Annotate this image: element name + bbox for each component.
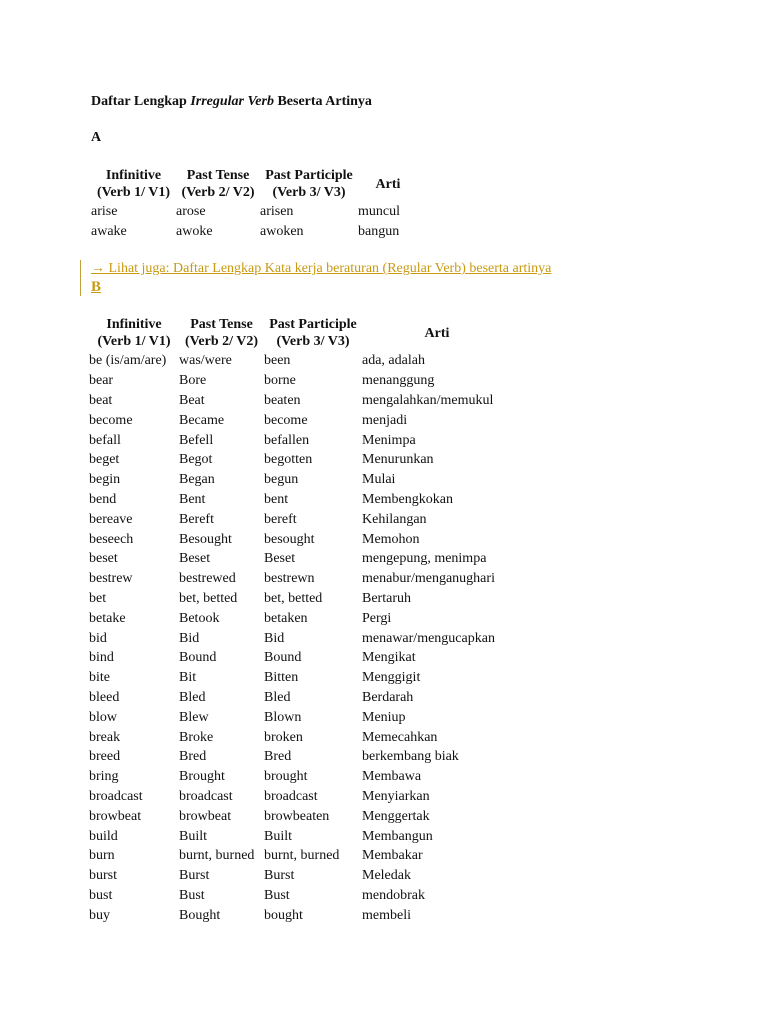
- table-row: [89, 846, 512, 866]
- cell-infinitive: buy: [89, 907, 110, 923]
- cell-arti: muncul: [358, 204, 400, 219]
- cell-past-participle: arisen: [260, 204, 294, 219]
- cell-past-tense: Began: [179, 472, 215, 488]
- table-row: [89, 549, 512, 569]
- verb-table-b: [89, 315, 512, 925]
- cell-past-tense: Bled: [179, 689, 206, 705]
- cell-past-tense: Bought: [179, 907, 221, 923]
- cell-past-participle: Bred: [264, 749, 292, 765]
- table-row: [89, 866, 512, 886]
- table-row: [89, 529, 512, 549]
- cell-past-participle: bestrewn: [264, 571, 315, 587]
- cell-infinitive: blow: [89, 709, 117, 725]
- cell-infinitive: bend: [89, 491, 117, 507]
- cell-arti: mengepung, menimpa: [362, 551, 487, 567]
- cell-infinitive: bestrew: [89, 571, 133, 587]
- cell-arti: Memohon: [362, 531, 420, 547]
- cell-past-tense: Blew: [179, 709, 209, 725]
- cell-infinitive: bid: [89, 630, 107, 646]
- cell-infinitive: browbeat: [89, 808, 142, 824]
- section-a-letter: A: [91, 130, 102, 145]
- table-row: [89, 470, 512, 490]
- cell-arti: Mulai: [362, 472, 396, 488]
- table-row: [89, 628, 512, 648]
- cell-arti: Membangun: [362, 828, 433, 844]
- table-row: [89, 391, 512, 411]
- table-row: [91, 222, 418, 242]
- table-row: [89, 589, 512, 609]
- table-row: [89, 490, 512, 510]
- see-also-link[interactable]: → Lihat juga: Daftar Lengkap Kata kerja beraturan (Regular Verb) beserta artinya: [91, 261, 552, 276]
- table-row: [89, 787, 512, 807]
- cell-infinitive: beat: [89, 392, 113, 408]
- cell-infinitive: become: [89, 412, 133, 428]
- cell-arti: Menurunkan: [362, 452, 434, 468]
- cell-past-tense: bet, betted: [179, 590, 238, 606]
- cell-infinitive: beseech: [89, 531, 134, 547]
- cell-arti: Bertaruh: [362, 590, 411, 606]
- cell-infinitive: be (is/am/are): [89, 353, 167, 369]
- header-past-tense: Past Tense (Verb 2/ V2): [184, 317, 259, 349]
- table-row: [89, 688, 512, 708]
- cell-infinitive: bind: [89, 650, 114, 666]
- cell-arti: Meniup: [362, 709, 406, 725]
- cell-past-tense: Bit: [179, 670, 197, 686]
- header-infinitive: Infinitive (Verb 1/ V1): [97, 317, 171, 349]
- cell-past-tense: bestrewed: [179, 571, 236, 587]
- cell-arti: berkembang biak: [362, 749, 459, 765]
- cell-infinitive: beget: [89, 452, 120, 468]
- cell-past-tense: Bust: [179, 887, 205, 903]
- cell-infinitive: bereave: [89, 511, 133, 527]
- table-header-row: [91, 166, 418, 202]
- cell-past-tense: Bent: [179, 491, 206, 507]
- cell-infinitive: befall: [89, 432, 121, 448]
- cell-past-tense: Besought: [179, 531, 232, 547]
- cell-past-participle: Bid: [264, 630, 285, 646]
- table-row: [89, 905, 512, 925]
- cell-infinitive: burst: [89, 868, 117, 884]
- cell-past-participle: Bust: [264, 887, 290, 903]
- header-past-participle: Past Participle (Verb 3/ V3): [269, 317, 357, 349]
- cell-arti: mengalahkan/memukul: [362, 392, 494, 408]
- cell-arti: Memecahkan: [362, 729, 438, 745]
- cell-arti: Menggertak: [362, 808, 430, 824]
- cell-past-participle: Bled: [264, 689, 291, 705]
- cell-past-participle: awoken: [260, 224, 304, 239]
- table-row: [89, 410, 512, 430]
- cell-past-tense: Beset: [179, 551, 211, 567]
- cell-past-tense: Built: [179, 828, 208, 844]
- table-row: [89, 806, 512, 826]
- cell-infinitive: begin: [89, 472, 121, 488]
- table-header-row: [89, 315, 512, 351]
- cell-past-participle: broken: [264, 729, 303, 745]
- title-suffix: Beserta Artinya: [273, 94, 372, 109]
- table-row: [89, 707, 512, 727]
- cell-past-participle: besought: [264, 531, 315, 547]
- cell-past-participle: Built: [264, 828, 293, 844]
- cell-past-tense: Begot: [179, 452, 213, 468]
- cell-past-tense: Bred: [179, 749, 207, 765]
- cell-past-participle: bet, betted: [264, 590, 323, 606]
- table-row: [89, 727, 512, 747]
- cell-arti: Menimpa: [362, 432, 416, 448]
- cell-past-tense: Became: [179, 412, 225, 428]
- cell-past-tense: burnt, burned: [179, 848, 255, 864]
- cell-past-participle: Blown: [264, 709, 302, 725]
- cell-past-participle: betaken: [264, 610, 308, 626]
- table-row: [89, 351, 512, 371]
- cell-infinitive: betake: [89, 610, 126, 626]
- cell-past-participle: Beset: [264, 551, 296, 567]
- table-row: [89, 509, 512, 529]
- cell-arti: Kehilangan: [362, 511, 427, 527]
- cell-past-tense: Brought: [179, 769, 225, 785]
- cell-arti: Membengkokan: [362, 491, 453, 507]
- cell-infinitive: bite: [89, 670, 110, 686]
- cell-past-participle: Bound: [264, 650, 302, 666]
- cell-past-participle: begotten: [264, 452, 313, 468]
- cell-past-participle: brought: [264, 769, 308, 785]
- cell-arti: bangun: [358, 224, 400, 239]
- cell-past-participle: bent: [264, 491, 289, 507]
- cell-past-tense: Beat: [179, 392, 205, 408]
- cell-past-tense: browbeat: [179, 808, 232, 824]
- cell-arti: menanggung: [362, 373, 435, 389]
- cell-arti: Membawa: [362, 769, 422, 785]
- cell-past-participle: begun: [264, 472, 299, 488]
- cell-infinitive: break: [89, 729, 121, 745]
- header-infinitive: Infinitive (Verb 1/ V1): [96, 168, 171, 200]
- see-also-block: [80, 260, 551, 296]
- cell-arti: membeli: [362, 907, 411, 923]
- cell-infinitive: awake: [91, 224, 127, 239]
- cell-past-participle: become: [264, 412, 308, 428]
- cell-past-participle: bought: [264, 907, 303, 923]
- cell-past-participle: Bitten: [264, 670, 299, 686]
- cell-infinitive: beset: [89, 551, 118, 567]
- cell-arti: Membakar: [362, 848, 423, 864]
- table-row: [89, 886, 512, 906]
- header-arti: Arti: [424, 325, 450, 341]
- cell-past-participle: befallen: [264, 432, 310, 448]
- cell-infinitive: broadcast: [89, 788, 143, 804]
- cell-past-participle: browbeaten: [264, 808, 330, 824]
- cell-arti: Menggigit: [362, 670, 421, 686]
- cell-arti: menawar/mengucapkan: [362, 630, 495, 646]
- table-row: [89, 668, 512, 688]
- cell-arti: Meledak: [362, 868, 411, 884]
- cell-infinitive: burn: [89, 848, 115, 864]
- header-past-participle: Past Participle (Verb 3/ V3): [265, 168, 353, 200]
- cell-past-tense: Bid: [179, 630, 200, 646]
- table-row: [89, 767, 512, 787]
- cell-past-tense: Bore: [179, 373, 207, 389]
- cell-past-tense: was/were: [179, 353, 232, 369]
- cell-arti: Pergi: [362, 610, 392, 626]
- title-prefix: Daftar Lengkap: [91, 94, 191, 109]
- cell-infinitive: arise: [91, 204, 118, 219]
- table-row: [89, 608, 512, 628]
- table-row: [89, 569, 512, 589]
- cell-past-tense: Befell: [179, 432, 214, 448]
- cell-past-participle: been: [264, 353, 291, 369]
- table-row: [91, 202, 418, 222]
- cell-arti: menabur/menganughari: [362, 571, 495, 587]
- cell-past-tense: Betook: [179, 610, 220, 626]
- cell-arti: Mengikat: [362, 650, 416, 666]
- cell-infinitive: bleed: [89, 689, 120, 705]
- cell-arti: menjadi: [362, 412, 408, 428]
- cell-past-tense: Bound: [179, 650, 217, 666]
- title-italic: Irregular Verb: [190, 94, 274, 109]
- header-past-tense: Past Tense (Verb 2/ V2): [181, 168, 255, 200]
- cell-infinitive: breed: [89, 749, 121, 765]
- table-row: [89, 430, 512, 450]
- cell-past-participle: Burst: [264, 868, 295, 884]
- table-row: [89, 450, 512, 470]
- section-b-letter[interactable]: B: [91, 279, 102, 295]
- cell-arti: ada, adalah: [362, 353, 425, 369]
- cell-past-tense: Broke: [179, 729, 214, 745]
- cell-infinitive: bring: [89, 769, 119, 785]
- cell-infinitive: bet: [89, 590, 107, 606]
- cell-past-participle: burnt, burned: [264, 848, 340, 864]
- page-title: [91, 94, 372, 110]
- cell-past-participle: beaten: [264, 392, 301, 408]
- cell-past-participle: bereft: [264, 511, 297, 527]
- cell-past-tense: broadcast: [179, 788, 233, 804]
- table-row: [89, 371, 512, 391]
- table-row: [89, 747, 512, 767]
- header-arti: Arti: [375, 176, 401, 192]
- cell-past-tense: arose: [176, 204, 206, 219]
- cell-past-tense: Bereft: [179, 511, 214, 527]
- cell-past-participle: borne: [264, 373, 296, 389]
- cell-arti: Berdarah: [362, 689, 414, 705]
- table-row: [89, 826, 512, 846]
- cell-past-tense: Burst: [179, 868, 210, 884]
- cell-arti: mendobrak: [362, 887, 425, 903]
- cell-infinitive: build: [89, 828, 118, 844]
- verb-table-a: [91, 166, 418, 242]
- cell-infinitive: bust: [89, 887, 113, 903]
- table-row: [89, 648, 512, 668]
- cell-past-tense: awoke: [176, 224, 213, 239]
- cell-past-participle: broadcast: [264, 788, 318, 804]
- cell-infinitive: bear: [89, 373, 114, 389]
- cell-arti: Menyiarkan: [362, 788, 430, 804]
